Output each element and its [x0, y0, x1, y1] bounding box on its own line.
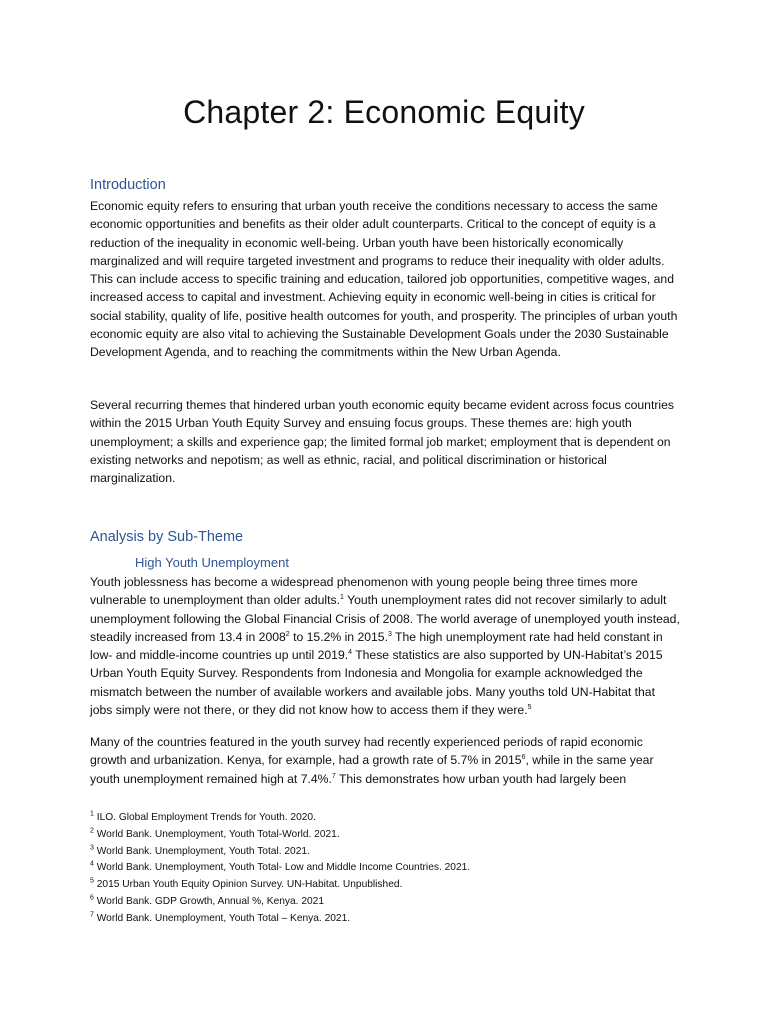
footnote-text: World Bank. Unemployment, Youth Total-World. 2021.: [93, 828, 340, 840]
footnote-ref-3: 3: [387, 630, 392, 638]
footnote-2: [90, 827, 690, 844]
introduction-paragraph-1: Economic equity refers to ensuring that urban youth receive the conditions necessary to access the same economic opportunities and benefits as their older adult counterparts. Critical to the concept of equity is a reduction of the inequality in economic well-being. Urban youth have been historically economically marginalized and will require targeted investment and programs to reduce their inequality with older adults. This can include access to specific training and education, tailored job opportunities, competitive wages, and increased access to capital and investment. Achieving equity in economic well-being in cities is critical for social stability, quality of life, positive health outcomes for youth, and prosperity. The principles of urban youth economic equity are also vital to achieving the Sustainable Development Goals under the 2030 Sustainable Development Agenda, and to reaching the commitments within the New Urban Agenda.: [90, 199, 678, 360]
introduction-heading: Introduction: [90, 177, 166, 193]
footnote-number: 6: [90, 894, 94, 902]
footnote-text: World Bank. Unemployment, Youth Total – Kenya. 2021.: [93, 912, 351, 924]
text-run: , while in the same year youth unemployment remained high at 7.4%.: [90, 753, 654, 786]
footnote-3: [90, 844, 690, 861]
footnote-number: 2: [90, 827, 94, 835]
footnote-ref-1: 1: [340, 594, 344, 602]
footnote-5: [90, 877, 690, 894]
footnote-text: 2015 Urban Youth Equity Opinion Survey. UN-Habitat. Unpublished.: [93, 879, 403, 891]
footnote-ref-5: 5: [527, 704, 532, 712]
footnote-ref-2: 2: [285, 630, 290, 638]
unemployment-paragraph-2: [90, 733, 680, 788]
subtheme-heading-unemployment: High Youth Unemployment: [135, 555, 289, 570]
text-run: The high unemployment rate had held constant in low- and middle-income countries up until 2019.: [90, 629, 663, 663]
unemployment-paragraph-1: [90, 573, 680, 719]
footnote-ref-4: 4: [348, 649, 353, 657]
footnote-text: World Bank. Unemployment, Youth Total. 2021.: [93, 845, 310, 857]
footnote-7: [90, 911, 690, 928]
introduction-paragraph-2: Several recurring themes that hindered urban youth economic equity became evident across focus countries within the 2015 Urban Youth Equity Survey and ensuing focus groups. These themes are: high youth unemployment; a skills and experience gap; the limited formal job market; employment that is dependent on existing networks and nepotism; as well as ethnic, racial, and political discrimination or historical marginalization.: [90, 398, 674, 486]
analysis-heading: Analysis by Sub-Theme: [90, 529, 244, 545]
text-run: This demonstrates how urban youth had largely been: [335, 771, 627, 786]
footnote-text: World Bank. GDP Growth, Annual %, Kenya. 2021: [93, 895, 325, 907]
text-run: Youth joblessness has become a widespread phenomenon with young people being three times more vulnerable to unemployment than older adults.: [90, 575, 638, 608]
footnote-text: ILO. Global Employment Trends for Youth. 2020.: [93, 812, 316, 823]
footnote-text: World Bank. Unemployment, Youth Total- Low and Middle Income Countries. 2021.: [93, 862, 471, 874]
footnote-number: 5: [90, 877, 94, 885]
footnote-ref-6: 6: [521, 754, 526, 762]
footnotes-section: [90, 810, 690, 928]
footnote-1: [90, 810, 690, 827]
footnote-number: 7: [90, 911, 94, 919]
footnote-ref-7: 7: [331, 772, 336, 780]
text-run: Many of the countries featured in the youth survey had recently experienced periods of rapid economic growth and urbanization. Kenya, for example, had a growth rate of 5.7% in 2015: [90, 735, 643, 768]
footnote-number: 1: [90, 810, 94, 818]
footnote-6: [90, 894, 690, 911]
text-run: to 15.2% in 2015.: [289, 629, 388, 644]
footnote-number: 3: [90, 844, 94, 852]
chapter-title: Chapter 2: Economic Equity: [183, 94, 585, 130]
text-run: Youth unemployment rates did not recover similarly to adult unemployment following the Global Financial Crisis of 2008. The world average of unemployed youth instead, steadily increased from 13.4 in 2008: [90, 593, 680, 644]
footnote-4: [90, 860, 690, 877]
footnote-number: 4: [90, 861, 94, 868]
text-run: These statistics are also supported by UN-Habitat’s 2015 Urban Youth Equity Survey. Respondents from Indonesia and Mongolia for example acknowledged the mismatch between the number of available workers and available jobs. Many youths told UN-Habitat that jobs simply were not there, or they did not know how to access them if they were.: [90, 648, 663, 718]
